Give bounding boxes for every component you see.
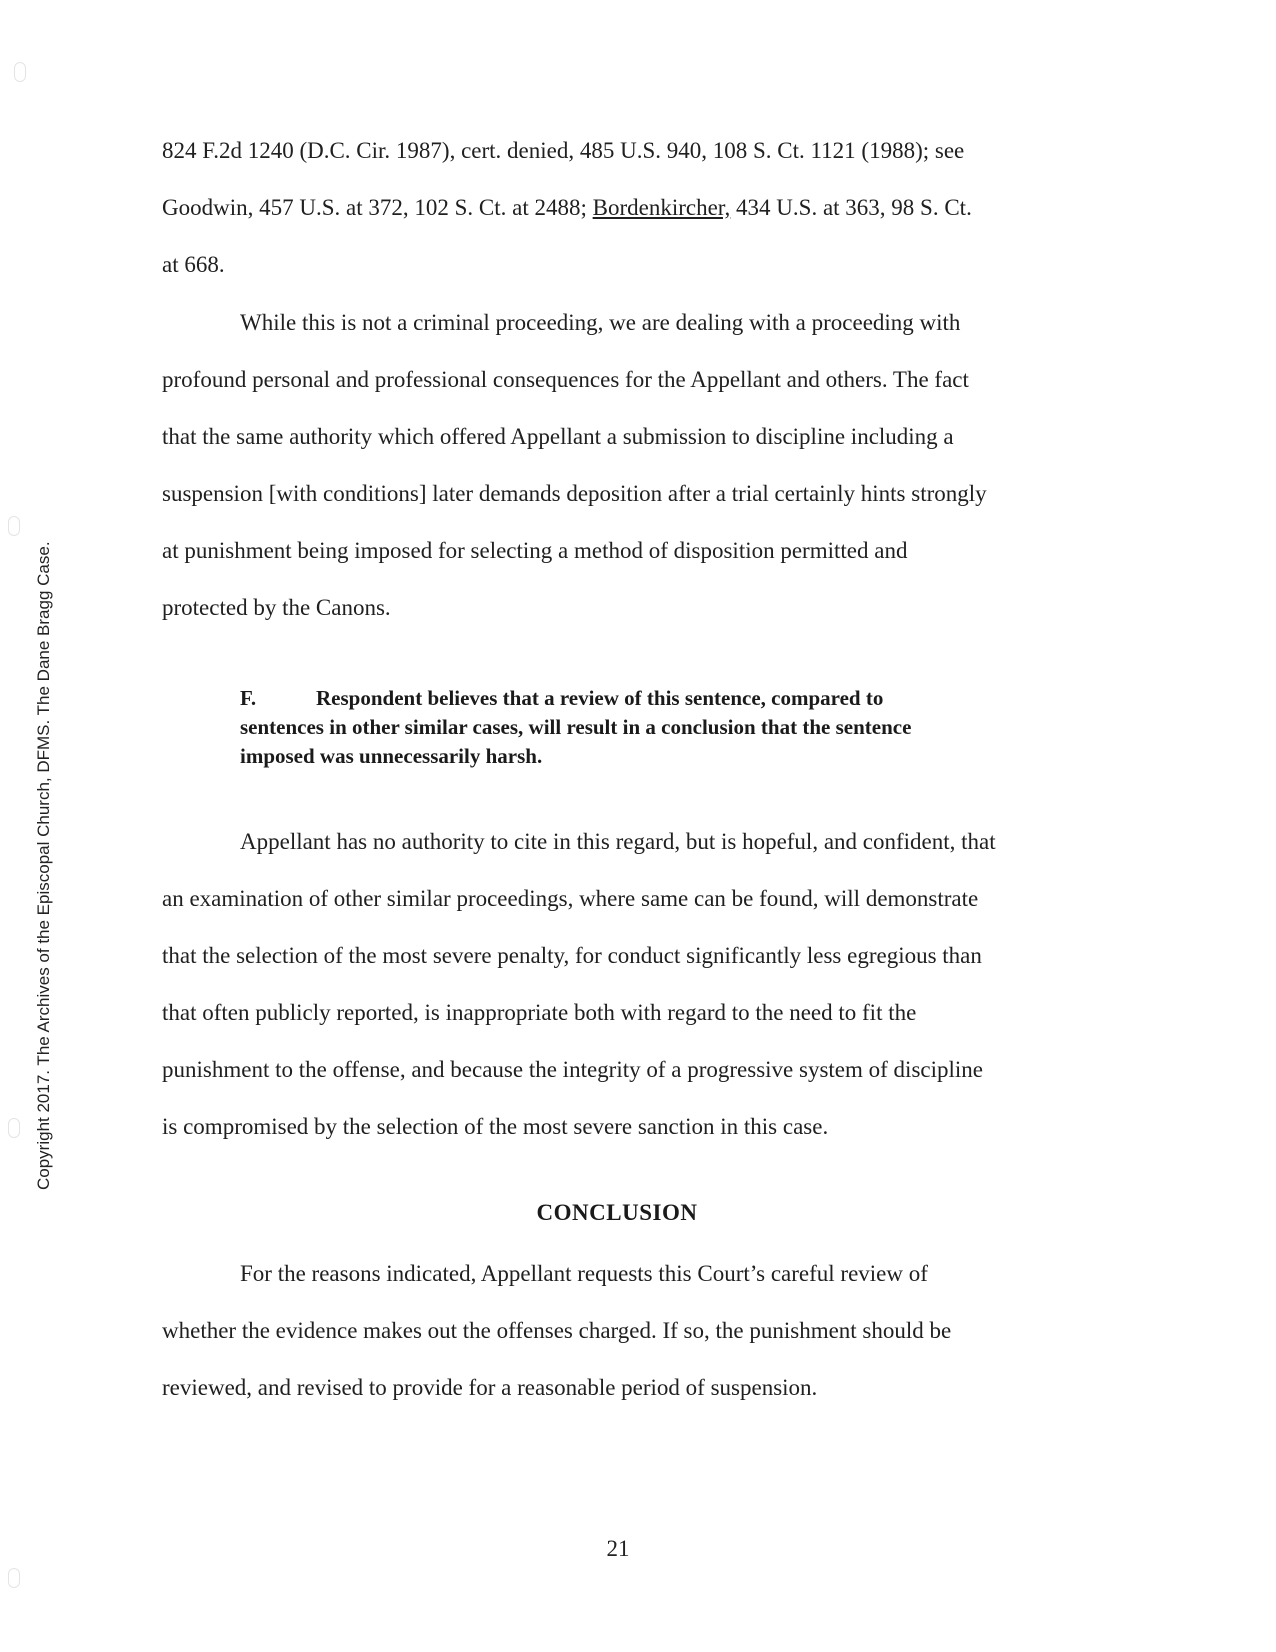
text-segment: 434 U.S. at 363, 98 S. Ct. — [730, 195, 972, 220]
text-line: that often publicly reported, is inappropriate both with regard to the need to fit the — [162, 1000, 917, 1025]
text-line: For the reasons indicated, Appellant requests this Court’s careful review of — [240, 1261, 928, 1286]
scan-mark — [8, 1118, 20, 1138]
heading-line: imposed was unnecessarily harsh. — [240, 744, 543, 768]
section-heading-f — [240, 684, 1060, 771]
scan-mark — [14, 62, 26, 82]
paragraph-criminal-proceeding — [162, 294, 1062, 636]
page-number: 21 — [606, 1536, 630, 1561]
text-line: is compromised by the selection of the most severe sanction in this case. — [162, 1114, 829, 1139]
conclusion-paragraph — [162, 1245, 1062, 1416]
text-line: that the selection of the most severe penalty, for conduct significantly less egregious than — [162, 943, 982, 968]
text-line: that the same authority which offered Appellant a submission to discipline including a — [162, 424, 954, 449]
scan-mark — [8, 1568, 20, 1588]
paragraph-no-authority — [162, 813, 1062, 1155]
text-segment: Goodwin, 457 U.S. at 372, 102 S. Ct. at 2488; — [162, 195, 593, 220]
text-line: at punishment being imposed for selecting a method of disposition permitted and — [162, 538, 908, 563]
heading-line: sentences in other similar cases, will result in a conclusion that the sentence — [240, 715, 912, 739]
copyright-side-note: Copyright 2017. The Archives of the Episcopal Church, DFMS. The Dane Bragg Case. — [34, 541, 53, 1190]
text-line: whether the evidence makes out the offenses charged. If so, the punishment should be — [162, 1318, 952, 1343]
text-line: Appellant has no authority to cite in this regard, but is hopeful, and confident, that — [240, 829, 996, 854]
text-line: 824 F.2d 1240 (D.C. Cir. 1987), cert. denied, 485 U.S. 940, 108 S. Ct. 1121 (1988); see — [162, 138, 965, 163]
text-line: an examination of other similar proceedings, where same can be found, will demonstrate — [162, 886, 979, 911]
heading-text: Respondent believes that a review of this sentence, compared to — [316, 686, 884, 710]
heading-line — [240, 684, 1060, 713]
text-line: protected by the Canons. — [162, 595, 391, 620]
citation-paragraph — [162, 122, 1062, 293]
text-line: profound personal and professional consequences for the Appellant and others. The fact — [162, 367, 969, 392]
text-line — [162, 179, 1062, 236]
conclusion-heading: CONCLUSION — [536, 1200, 698, 1225]
text-line: punishment to the offense, and because the integrity of a progressive system of discipline — [162, 1057, 983, 1082]
case-name-underlined: Bordenkircher, — [592, 195, 731, 220]
text-line: suspension [with conditions] later demands deposition after a trial certainly hints strongly — [162, 481, 987, 506]
text-line: reviewed, and revised to provide for a reasonable period of suspension. — [162, 1375, 818, 1400]
scan-mark — [8, 516, 20, 536]
section-letter: F. — [240, 686, 257, 710]
text-line: at 668. — [162, 252, 225, 277]
text-line: While this is not a criminal proceeding, we are dealing with a proceeding with — [240, 310, 961, 335]
